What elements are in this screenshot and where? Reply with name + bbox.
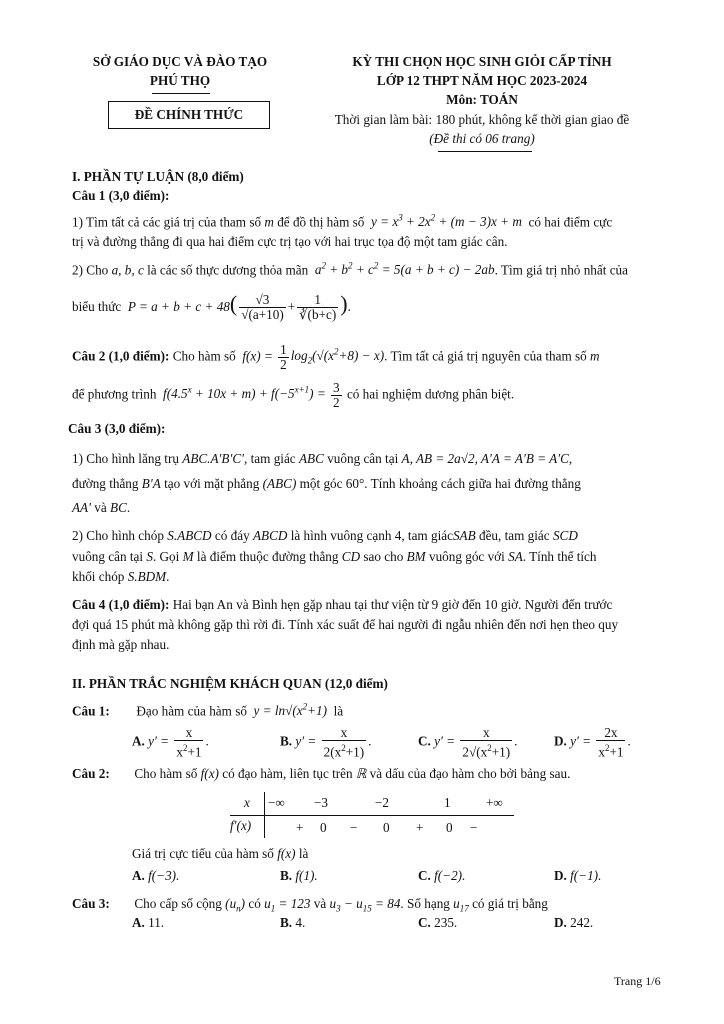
sign-table-sign-3: 0	[383, 820, 390, 835]
department-name: SỞ GIÁO DỤC VÀ ĐÀO TẠO	[92, 54, 268, 69]
duration: Thời gian làm bài: 180 phút, không kể thời gian giao đề	[334, 112, 630, 127]
q3-part2-line2: vuông cân tại S. Gọi M là điểm thuộc đường thẳng CD sao cho BM vuông góc với SA. Tính thể tích	[72, 549, 597, 564]
mc2-option-d[interactable]: D. f(−1).	[554, 868, 602, 883]
sign-table-x-1: −3	[314, 795, 329, 810]
sign-table-x-0: −∞	[268, 795, 285, 810]
mc3-option-d[interactable]: D. 242.	[554, 915, 594, 930]
q3-part1-line2: đường thẳng B′A tạo với mặt phẳng (ABC) một góc 60°. Tính khoảng cách giữa hai đường thẳng	[72, 476, 581, 491]
question-4-line3: định mà gặp nhau.	[72, 637, 170, 652]
pages-note: (Đề thi có 06 trang)	[429, 131, 535, 146]
part1-title: I. PHẦN TỰ LUẬN (8,0 điểm)	[72, 169, 244, 184]
question-1-title: Câu 1 (3,0 điểm):	[72, 188, 170, 203]
sign-table-horizontal-rule	[230, 815, 514, 816]
q3-part2-line3: khối chóp S.BDM.	[72, 569, 170, 584]
page-number: Trang 1/6	[614, 974, 661, 988]
mc2-option-c[interactable]: C. f(−2).	[418, 868, 466, 883]
mc-question-3: Câu 3: Cho cấp số cộng $(u_n)$ có $u_1 = 123$ và $u_3 - u_{15} = 84$. Số hạng $u_{17}$ có giá trị bằng	[72, 896, 548, 914]
question-2-line1: Câu 2 (1,0 điểm): Cho hàm số f(x) = $\frac{1}{2}$ $\log_2(√(x^2+8) - x)$. Tìm tất cả giá trị nguyên của tham số m	[72, 341, 600, 372]
header-underline-left	[152, 93, 210, 94]
mc2-option-a[interactable]: A. f(−3).	[132, 868, 180, 883]
part2-title: II. PHẦN TRẮC NGHIỆM KHÁCH QUAN (12,0 điểm)	[72, 676, 388, 691]
mc3-option-a[interactable]: A. 11.	[132, 915, 165, 930]
q1-part1-line1: 1) Tìm tất cả các giá trị của tham số m để đồ thị hàm số $y = x^3 + 2x^2 + (m - 3)x + m$ có hai điểm cực	[72, 213, 613, 230]
mc1-option-b[interactable]: B. y′ = $\frac{x}{2(x^2+1)}$ .	[280, 725, 372, 760]
sign-table-sign-2: −	[350, 820, 358, 835]
sign-table-x-2: −2	[375, 795, 390, 810]
sign-table-x-3: 1	[444, 795, 451, 810]
q3-part1-line3: AA′ và BC.	[72, 500, 131, 515]
question-2-line2: để phương trình $f(4.5^x + 10x + m) + f(-5^{x+1})$ = $\frac{3}{2}$ có hai nghiệm dương phân biệt.	[72, 379, 515, 410]
q1-part2-line1: 2) Cho a, b, c là các số thực dương thỏa mãn $a^2 + b^2 + c^2 = 5(a + b + c) - 2ab$. Tìm giá trị nhỏ nhất của	[72, 261, 628, 278]
mc1-option-d[interactable]: D. y′ = $\frac{2x}{x^2+1}$ .	[554, 725, 631, 760]
sign-table-sign-1: 0	[320, 820, 327, 835]
mc2-question-text: Giá trị cực tiểu của hàm số f(x) là	[132, 846, 309, 861]
q3-part1-line1: 1) Cho hình lăng trụ ABC.A′B′C′, tam giác ABC vuông cân tại A, AB = 2a√2, A′A = A′B = A′C,	[72, 451, 573, 466]
sign-table-sign-4: +	[416, 820, 424, 835]
q1-part2-line2: biểu thức P = a + b + c + 48( $\frac{√3}{√(a+10)}$ + $\frac{1}{∛(b+c)}$ ).	[72, 291, 351, 323]
question-3-title: Câu 3 (3,0 điểm):	[68, 421, 166, 436]
mc-question-1: Câu 1: Đạo hàm của hàm số $y = \ln√(x^2+1)$ là	[72, 702, 344, 719]
exam-title: KỲ THI CHỌN HỌC SINH GIỎI CẤP TỈNH	[352, 54, 612, 69]
mc3-option-c[interactable]: C. 235.	[418, 915, 458, 930]
sign-table-fprime-head: f′(x)	[230, 818, 252, 833]
q3-part2-line1: 2) Cho hình chóp S.ABCD có đáy ABCD là hình vuông cạnh 4, tam giácSAB đều, tam giác SCD	[72, 528, 578, 543]
sign-table-x-head: x	[244, 795, 250, 810]
question-4-line1: Câu 4 (1,0 điểm): Hai bạn An và Bình hẹn gặp nhau tại thư viện từ 9 giờ đến 10 giờ. Người đến trước	[72, 597, 613, 612]
sign-table-sign-0: +	[296, 820, 304, 835]
mc1-option-c[interactable]: C. y′ = $\frac{x}{2√(x^2+1)}$ .	[418, 725, 518, 760]
header-underline-right	[438, 151, 532, 152]
q1-part1-line2: trị và đường thẳng đi qua hai điểm cực trị tạo với hai trục tọa độ một tam giác cân.	[72, 234, 508, 249]
province-name: PHÚ THỌ	[149, 73, 211, 88]
mc-question-2: Câu 2: Cho hàm số f(x) có đạo hàm, liên tục trên ℝ và dấu của đạo hàm cho bởi bảng sau.	[72, 766, 571, 781]
official-exam-box: ĐỀ CHÍNH THỨC	[108, 101, 270, 129]
sign-table-sign-5: 0	[446, 820, 453, 835]
question-4-line2: đợi quá 15 phút mà không gặp thì rời đi. Tính xác suất để hai người đi ngẫu nhiên đến nơi hẹn theo quy	[72, 617, 619, 632]
subject: Môn: TOÁN	[446, 92, 518, 107]
mc1-option-a[interactable]: A. y′ = $\frac{x}{x^2+1}$ .	[132, 725, 209, 760]
exam-subtitle: LỚP 12 THPT NĂM HỌC 2023-2024	[376, 73, 588, 88]
sign-table-x-4: +∞	[486, 795, 503, 810]
sign-table-sign-6: −	[470, 820, 478, 835]
mc3-option-b[interactable]: B. 4.	[280, 915, 306, 930]
mc2-option-b[interactable]: B. f(1).	[280, 868, 318, 883]
